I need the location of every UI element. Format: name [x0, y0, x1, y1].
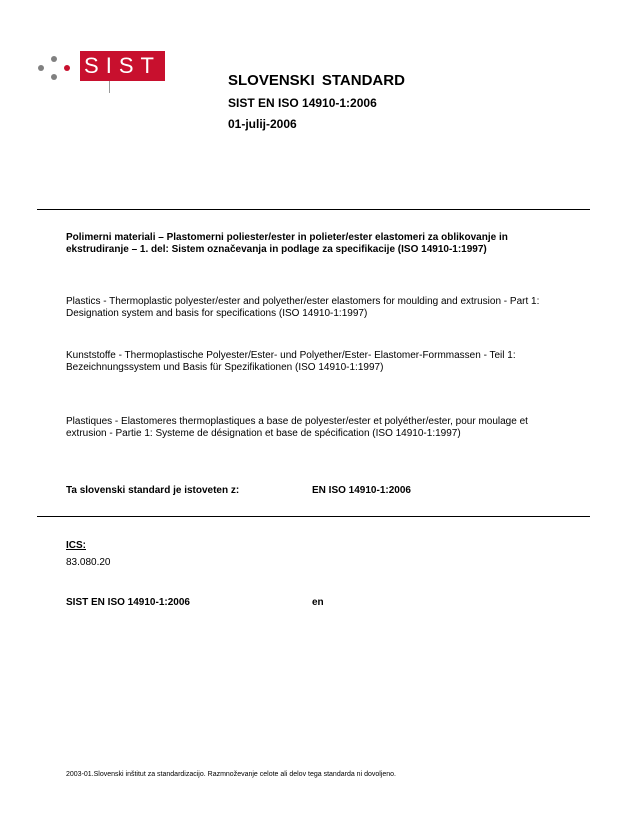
- standard-code-header: SIST EN ISO 14910-1:2006: [228, 96, 377, 110]
- bottom-rule: [37, 516, 590, 517]
- equivalence-value: EN ISO 14910-1:2006: [312, 485, 411, 496]
- logo-dot-left: [38, 65, 44, 71]
- title-english: Plastics - Thermoplastic polyester/ester and polyether/ester elastomers for moulding and extrusion - Part 1: Designation system and basis for specifications (ISO 14910-1:1997): [66, 296, 540, 319]
- logo-wordmark: SIST: [80, 51, 165, 81]
- publication-date: 01-julij-2006: [228, 117, 297, 131]
- logo-dot-bottom: [51, 74, 57, 80]
- ics-code: 83.080.20: [66, 557, 111, 568]
- logo-dot-top: [51, 56, 57, 62]
- title-slovenian: Polimerni materiali – Plastomerni poliester/ester in polieter/ester elastomeri za oblikovanje in ekstrudiranje – 1. del: Sistem označevanja in podlage za specifikacije (ISO 14910-1:1997): [66, 232, 508, 255]
- logo-divider: [109, 81, 110, 93]
- document-type-title: SLOVENSKI STANDARD: [228, 72, 405, 89]
- top-rule: [37, 209, 590, 210]
- equivalence-label: Ta slovenski standard je istoveten z:: [66, 485, 240, 496]
- title-german: Kunststoffe - Thermoplastische Polyester/Ester- und Polyether/Ester- Elastomer-Formmassen - Teil 1: Bezeichnungssystem und Basis für Spezifikationen (ISO 14910-1:1997): [66, 350, 516, 373]
- copyright-footer: 2003-01.Slovenski inštitut za standardizacijo. Razmnoževanje celote ali delov tega standarda ni dovoljeno.: [66, 771, 396, 778]
- standard-language: en: [312, 597, 324, 608]
- logo-dot-right: [64, 65, 70, 71]
- title-french: Plastiques - Elastomeres thermoplastiques a base de polyester/ester et polyéther/ester, pour moulage et extrusion - Partie 1: Systeme de désignation et base de spécification (ISO 14910-1:1997): [66, 416, 528, 439]
- standard-code: SIST EN ISO 14910-1:2006: [66, 597, 190, 608]
- ics-label: ICS:: [66, 540, 86, 551]
